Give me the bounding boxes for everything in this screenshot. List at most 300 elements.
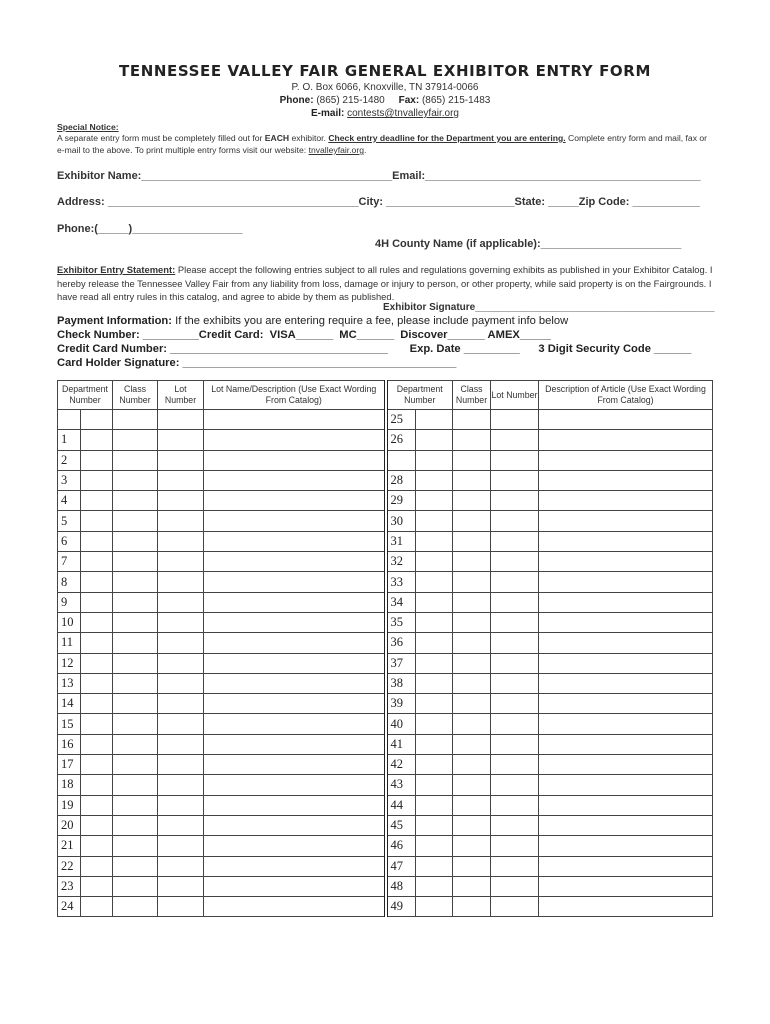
department-cell[interactable] <box>81 856 113 876</box>
mailing-address: P. O. Box 6066, Knoxville, TN 37914-0066 <box>291 82 479 93</box>
lot-name-cell[interactable] <box>204 714 386 734</box>
row-number: 31 <box>386 531 416 551</box>
lot-cell[interactable] <box>491 430 539 450</box>
lot-name-cell[interactable] <box>204 592 386 612</box>
class-cell[interactable] <box>453 612 491 632</box>
class-cell[interactable] <box>113 470 158 490</box>
table-row <box>58 714 713 734</box>
lot-cell[interactable] <box>491 673 539 693</box>
lot-cell[interactable] <box>158 572 204 592</box>
department-cell[interactable] <box>81 470 113 490</box>
table-row <box>58 734 713 754</box>
department-cell[interactable] <box>81 633 113 653</box>
class-cell[interactable] <box>453 430 491 450</box>
lot-cell[interactable] <box>491 612 539 632</box>
lot-cell[interactable] <box>491 653 539 673</box>
department-cell[interactable] <box>416 612 453 632</box>
description-cell[interactable] <box>539 734 713 754</box>
row-number: 48 <box>386 876 416 896</box>
lot-cell[interactable] <box>491 511 539 531</box>
description-cell[interactable] <box>539 531 713 551</box>
description-cell[interactable] <box>539 856 713 876</box>
description-cell[interactable] <box>539 470 713 490</box>
description-cell[interactable] <box>539 572 713 592</box>
lot-cell[interactable] <box>158 755 204 775</box>
description-cell[interactable] <box>539 694 713 714</box>
statement-text: Please accept the following entries subject to all rules and regulations governing exhibits as published in your Exhibitor Catalog. I hereby release the Tennessee Valley Fair from any liability from loss, damage or injury to person, or other property, while said property is on the Fairgrounds. I have read all entry rules in this catalog, and agree to abide by them as published. <box>57 264 713 302</box>
department-cell[interactable] <box>81 511 113 531</box>
lot-cell[interactable] <box>491 775 539 795</box>
class-cell[interactable] <box>453 653 491 673</box>
table-row <box>58 897 713 917</box>
class-cell[interactable] <box>113 795 158 815</box>
class-cell[interactable] <box>113 673 158 693</box>
payment-heading: Payment Information: <box>57 315 172 327</box>
description-cell[interactable] <box>539 552 713 572</box>
class-cell[interactable] <box>113 734 158 754</box>
class-cell[interactable] <box>453 633 491 653</box>
row-number: 38 <box>386 673 416 693</box>
description-cell[interactable] <box>539 755 713 775</box>
class-cell[interactable] <box>453 897 491 917</box>
lot-cell[interactable] <box>158 694 204 714</box>
row-number: 21 <box>58 836 81 856</box>
department-cell[interactable] <box>416 876 453 896</box>
lot-cell[interactable] <box>491 470 539 490</box>
row-number: 46 <box>386 836 416 856</box>
lot-cell[interactable] <box>158 633 204 653</box>
lot-cell[interactable] <box>491 491 539 511</box>
row-number: 35 <box>386 612 416 632</box>
department-cell[interactable] <box>416 673 453 693</box>
row-number: 45 <box>386 815 416 835</box>
phone-label: Phone: <box>279 95 314 106</box>
lot-name-cell[interactable] <box>204 531 386 551</box>
class-cell[interactable] <box>453 552 491 572</box>
department-cell[interactable] <box>416 714 453 734</box>
col-lot-number: Lot Number <box>158 381 204 410</box>
department-cell[interactable] <box>81 836 113 856</box>
department-cell[interactable] <box>416 450 453 470</box>
special-notice-text <box>57 132 717 156</box>
row-number: 44 <box>386 795 416 815</box>
department-cell[interactable] <box>81 592 113 612</box>
department-cell[interactable] <box>416 572 453 592</box>
department-cell[interactable] <box>81 755 113 775</box>
col-lot-name: Lot Name/Description (Use Exact Wording From Catalog) <box>204 381 386 410</box>
lot-cell[interactable] <box>158 856 204 876</box>
lot-cell[interactable] <box>158 795 204 815</box>
lot-name-cell[interactable] <box>204 470 386 490</box>
class-cell[interactable] <box>453 410 491 430</box>
lot-cell[interactable] <box>158 430 204 450</box>
department-cell[interactable] <box>416 775 453 795</box>
description-cell[interactable] <box>539 511 713 531</box>
department-cell[interactable] <box>81 775 113 795</box>
lot-cell[interactable] <box>491 755 539 775</box>
department-cell[interactable] <box>81 572 113 592</box>
lot-cell[interactable] <box>491 450 539 470</box>
row-number: 37 <box>386 653 416 673</box>
table-row <box>58 856 713 876</box>
table-row <box>58 653 713 673</box>
department-cell[interactable] <box>416 552 453 572</box>
row-number: 33 <box>386 572 416 592</box>
class-cell[interactable] <box>453 470 491 490</box>
lot-cell[interactable] <box>158 775 204 795</box>
table-row <box>58 673 713 693</box>
description-cell[interactable] <box>539 592 713 612</box>
class-cell[interactable] <box>113 856 158 876</box>
table-row <box>58 450 713 470</box>
lot-cell[interactable] <box>158 552 204 572</box>
class-cell[interactable] <box>453 694 491 714</box>
row-number: 18 <box>58 775 81 795</box>
lot-name-cell[interactable] <box>204 450 386 470</box>
row-number: 11 <box>58 633 81 653</box>
lot-name-cell[interactable] <box>204 552 386 572</box>
table-row <box>58 876 713 896</box>
entry-table <box>57 380 713 917</box>
lot-name-cell[interactable] <box>204 491 386 511</box>
department-cell[interactable] <box>81 491 113 511</box>
lot-cell[interactable] <box>158 653 204 673</box>
form-title: TENNESSEE VALLEY FAIR GENERAL EXHIBITOR ENTRY FORM <box>119 62 651 80</box>
class-cell[interactable] <box>453 755 491 775</box>
lot-name-cell[interactable] <box>204 897 386 917</box>
notice-deadline: Check entry deadline for the Department you are entering. <box>328 133 566 143</box>
department-cell[interactable] <box>416 815 453 835</box>
class-cell[interactable] <box>113 694 158 714</box>
row-number: 26 <box>386 430 416 450</box>
department-cell[interactable] <box>81 815 113 835</box>
card-holder-signature-field[interactable]: Card Holder Signature: ____________________________________________ <box>57 357 457 369</box>
department-cell[interactable] <box>81 897 113 917</box>
class-cell[interactable] <box>453 491 491 511</box>
notice-text: Complete entry form and mail, fax or e-mail to the above. To print multiple entry forms visit our website: <box>57 133 708 155</box>
email-label: E-mail: <box>311 108 345 119</box>
row-number: 49 <box>386 897 416 917</box>
lot-name-cell[interactable] <box>204 836 386 856</box>
class-cell[interactable] <box>453 592 491 612</box>
website-link[interactable]: tnvalleyfair.org <box>308 145 364 155</box>
row-number: 6 <box>58 531 81 551</box>
payment-info <box>57 315 568 327</box>
lot-cell[interactable] <box>158 897 204 917</box>
lot-cell[interactable] <box>491 897 539 917</box>
department-cell[interactable] <box>81 612 113 632</box>
department-cell[interactable] <box>81 673 113 693</box>
class-cell[interactable] <box>453 815 491 835</box>
row-number: 47 <box>386 856 416 876</box>
exhibitor-signature-field[interactable]: Exhibitor Signature___________________________________________ <box>383 302 715 313</box>
department-cell[interactable] <box>416 653 453 673</box>
lot-name-cell[interactable] <box>204 815 386 835</box>
contact-phone-fax <box>0 95 770 106</box>
row-number: 12 <box>58 653 81 673</box>
department-cell[interactable] <box>416 755 453 775</box>
department-cell[interactable] <box>416 633 453 653</box>
class-cell[interactable] <box>453 511 491 531</box>
table-row <box>58 430 713 450</box>
lot-name-cell[interactable] <box>204 795 386 815</box>
email-link[interactable]: contests@tnvalleyfair.org <box>347 108 459 119</box>
row-number: 29 <box>386 491 416 511</box>
row-number: 16 <box>58 734 81 754</box>
class-cell[interactable] <box>453 734 491 754</box>
col-class-number-right: Class Number <box>453 381 491 410</box>
notice-each: EACH <box>264 133 290 143</box>
department-cell[interactable] <box>416 491 453 511</box>
table-header-row <box>58 381 713 410</box>
lot-cell[interactable] <box>491 836 539 856</box>
row-number: 36 <box>386 633 416 653</box>
payment-intro: If the exhibits you are entering require a fee, please include payment info below <box>172 315 569 327</box>
row-number: 17 <box>58 755 81 775</box>
description-cell[interactable] <box>539 612 713 632</box>
class-cell[interactable] <box>453 673 491 693</box>
col-department-number-right: Department Number <box>386 381 453 410</box>
lot-name-cell[interactable] <box>204 572 386 592</box>
row-number: 32 <box>386 552 416 572</box>
lot-name-cell[interactable] <box>204 653 386 673</box>
lot-cell[interactable] <box>491 592 539 612</box>
lot-cell[interactable] <box>491 856 539 876</box>
department-cell[interactable] <box>416 897 453 917</box>
lot-name-cell[interactable] <box>204 755 386 775</box>
lot-cell[interactable] <box>491 531 539 551</box>
lot-cell[interactable] <box>158 410 204 430</box>
statement-heading: Exhibitor Entry Statement: <box>57 264 176 275</box>
lot-name-cell[interactable] <box>204 775 386 795</box>
class-cell[interactable] <box>113 491 158 511</box>
card-number-field[interactable]: Credit Card Number: ___________________________________ Exp. Date _________ 3 Digit Security Code ______ <box>57 343 692 355</box>
lot-name-cell[interactable] <box>204 673 386 693</box>
class-cell[interactable] <box>113 633 158 653</box>
department-cell[interactable] <box>81 531 113 551</box>
description-cell[interactable] <box>539 836 713 856</box>
row-number: 14 <box>58 694 81 714</box>
department-cell[interactable] <box>416 410 453 430</box>
department-cell[interactable] <box>81 410 113 430</box>
fax-number: (865) 215-1483 <box>421 95 491 106</box>
class-cell[interactable] <box>113 653 158 673</box>
class-cell[interactable] <box>113 876 158 896</box>
description-cell[interactable] <box>539 410 713 430</box>
county-name-field[interactable]: 4H County Name (if applicable):_______________________ <box>375 238 682 250</box>
row-number: 43 <box>386 775 416 795</box>
class-cell[interactable] <box>113 552 158 572</box>
row-number: 7 <box>58 552 81 572</box>
table-row <box>58 470 713 490</box>
lot-name-cell[interactable] <box>204 511 386 531</box>
description-cell[interactable] <box>539 815 713 835</box>
department-cell[interactable] <box>416 734 453 754</box>
department-cell[interactable] <box>416 511 453 531</box>
class-cell[interactable] <box>113 410 158 430</box>
table-row <box>58 694 713 714</box>
lot-name-cell[interactable] <box>204 612 386 632</box>
lot-name-cell[interactable] <box>204 876 386 896</box>
description-cell[interactable] <box>539 795 713 815</box>
department-cell[interactable] <box>81 653 113 673</box>
class-cell[interactable] <box>113 897 158 917</box>
table-row <box>58 612 713 632</box>
department-cell[interactable] <box>81 552 113 572</box>
lot-cell[interactable] <box>158 592 204 612</box>
lot-cell[interactable] <box>491 876 539 896</box>
phone-field[interactable]: Phone:(_____)__________________ <box>57 223 243 235</box>
lot-cell[interactable] <box>158 836 204 856</box>
lot-name-cell[interactable] <box>204 694 386 714</box>
class-cell[interactable] <box>453 531 491 551</box>
table-row <box>58 491 713 511</box>
lot-cell[interactable] <box>158 531 204 551</box>
class-cell[interactable] <box>113 612 158 632</box>
lot-cell[interactable] <box>491 795 539 815</box>
lot-name-cell[interactable] <box>204 410 386 430</box>
row-number: 1 <box>58 430 81 450</box>
class-cell[interactable] <box>113 775 158 795</box>
row-number <box>386 450 416 470</box>
department-cell[interactable] <box>416 531 453 551</box>
class-cell[interactable] <box>113 531 158 551</box>
department-cell[interactable] <box>416 694 453 714</box>
class-cell[interactable] <box>453 572 491 592</box>
row-number: 42 <box>386 755 416 775</box>
lot-cell[interactable] <box>158 714 204 734</box>
fax-label: Fax: <box>398 95 420 106</box>
lot-cell[interactable] <box>491 633 539 653</box>
entry-statement <box>57 263 717 304</box>
row-number: 19 <box>58 795 81 815</box>
department-cell[interactable] <box>81 430 113 450</box>
description-cell[interactable] <box>539 491 713 511</box>
table-row <box>58 592 713 612</box>
exhibitor-name-email-field[interactable]: Exhibitor Name:_________________________________________Email:_____________________________________________ <box>57 170 701 182</box>
class-cell[interactable] <box>453 876 491 896</box>
description-cell[interactable] <box>539 775 713 795</box>
lot-cell[interactable] <box>158 612 204 632</box>
lot-cell[interactable] <box>158 450 204 470</box>
department-cell[interactable] <box>81 734 113 754</box>
lot-cell[interactable] <box>491 815 539 835</box>
notice-text: . <box>363 145 367 155</box>
row-number: 30 <box>386 511 416 531</box>
table-row <box>58 775 713 795</box>
contact-email <box>0 108 770 119</box>
department-cell[interactable] <box>81 876 113 896</box>
description-cell[interactable] <box>539 897 713 917</box>
lot-cell[interactable] <box>491 572 539 592</box>
table-row <box>58 531 713 551</box>
description-cell[interactable] <box>539 876 713 896</box>
description-cell[interactable] <box>539 633 713 653</box>
row-number: 15 <box>58 714 81 734</box>
department-cell[interactable] <box>416 470 453 490</box>
address-field[interactable]: Address: _________________________________________City: _____________________State: _____Zip Code: ___________ <box>57 196 700 208</box>
lot-cell[interactable] <box>491 552 539 572</box>
row-number: 4 <box>58 491 81 511</box>
row-number: 23 <box>58 876 81 896</box>
row-number: 10 <box>58 612 81 632</box>
row-number: 39 <box>386 694 416 714</box>
description-cell[interactable] <box>539 653 713 673</box>
department-cell[interactable] <box>416 592 453 612</box>
department-cell[interactable] <box>416 836 453 856</box>
row-number: 3 <box>58 470 81 490</box>
department-cell[interactable] <box>81 694 113 714</box>
class-cell[interactable] <box>113 836 158 856</box>
table-row <box>58 633 713 653</box>
department-cell[interactable] <box>81 450 113 470</box>
lot-cell[interactable] <box>491 734 539 754</box>
row-number: 22 <box>58 856 81 876</box>
class-cell[interactable] <box>113 592 158 612</box>
lot-cell[interactable] <box>158 734 204 754</box>
class-cell[interactable] <box>113 572 158 592</box>
class-cell[interactable] <box>113 755 158 775</box>
lot-cell[interactable] <box>491 694 539 714</box>
department-cell[interactable] <box>416 430 453 450</box>
lot-cell[interactable] <box>491 410 539 430</box>
description-cell[interactable] <box>539 450 713 470</box>
class-cell[interactable] <box>453 836 491 856</box>
class-cell[interactable] <box>113 450 158 470</box>
row-number: 40 <box>386 714 416 734</box>
department-cell[interactable] <box>416 856 453 876</box>
col-lot-number-right: Lot Number <box>491 381 539 410</box>
notice-text: exhibitor. <box>289 133 329 143</box>
check-credit-card-field[interactable]: Check Number: _________Credit Card: VISA______ MC______ Discover______ AMEX_____ <box>57 329 551 341</box>
col-department-number: Department Number <box>58 381 113 410</box>
lot-name-cell[interactable] <box>204 633 386 653</box>
lot-cell[interactable] <box>158 491 204 511</box>
class-cell[interactable] <box>453 775 491 795</box>
row-number: 25 <box>386 410 416 430</box>
lot-cell[interactable] <box>158 815 204 835</box>
lot-cell[interactable] <box>158 876 204 896</box>
col-class-number: Class Number <box>113 381 158 410</box>
lot-cell[interactable] <box>491 714 539 734</box>
class-cell[interactable] <box>113 430 158 450</box>
description-cell[interactable] <box>539 714 713 734</box>
class-cell[interactable] <box>113 714 158 734</box>
phone-number: (865) 215-1480 <box>316 95 385 106</box>
lot-cell[interactable] <box>158 511 204 531</box>
table-row <box>58 572 713 592</box>
lot-name-cell[interactable] <box>204 856 386 876</box>
class-cell[interactable] <box>453 795 491 815</box>
class-cell[interactable] <box>113 815 158 835</box>
lot-name-cell[interactable] <box>204 734 386 754</box>
class-cell[interactable] <box>453 714 491 734</box>
description-cell[interactable] <box>539 430 713 450</box>
department-cell[interactable] <box>81 795 113 815</box>
class-cell[interactable] <box>453 450 491 470</box>
lot-cell[interactable] <box>158 673 204 693</box>
lot-name-cell[interactable] <box>204 430 386 450</box>
lot-cell[interactable] <box>158 470 204 490</box>
row-number <box>58 410 81 430</box>
table-row <box>58 552 713 572</box>
department-cell[interactable] <box>416 795 453 815</box>
department-cell[interactable] <box>81 714 113 734</box>
description-cell[interactable] <box>539 673 713 693</box>
class-cell[interactable] <box>453 856 491 876</box>
row-number: 2 <box>58 450 81 470</box>
class-cell[interactable] <box>113 511 158 531</box>
